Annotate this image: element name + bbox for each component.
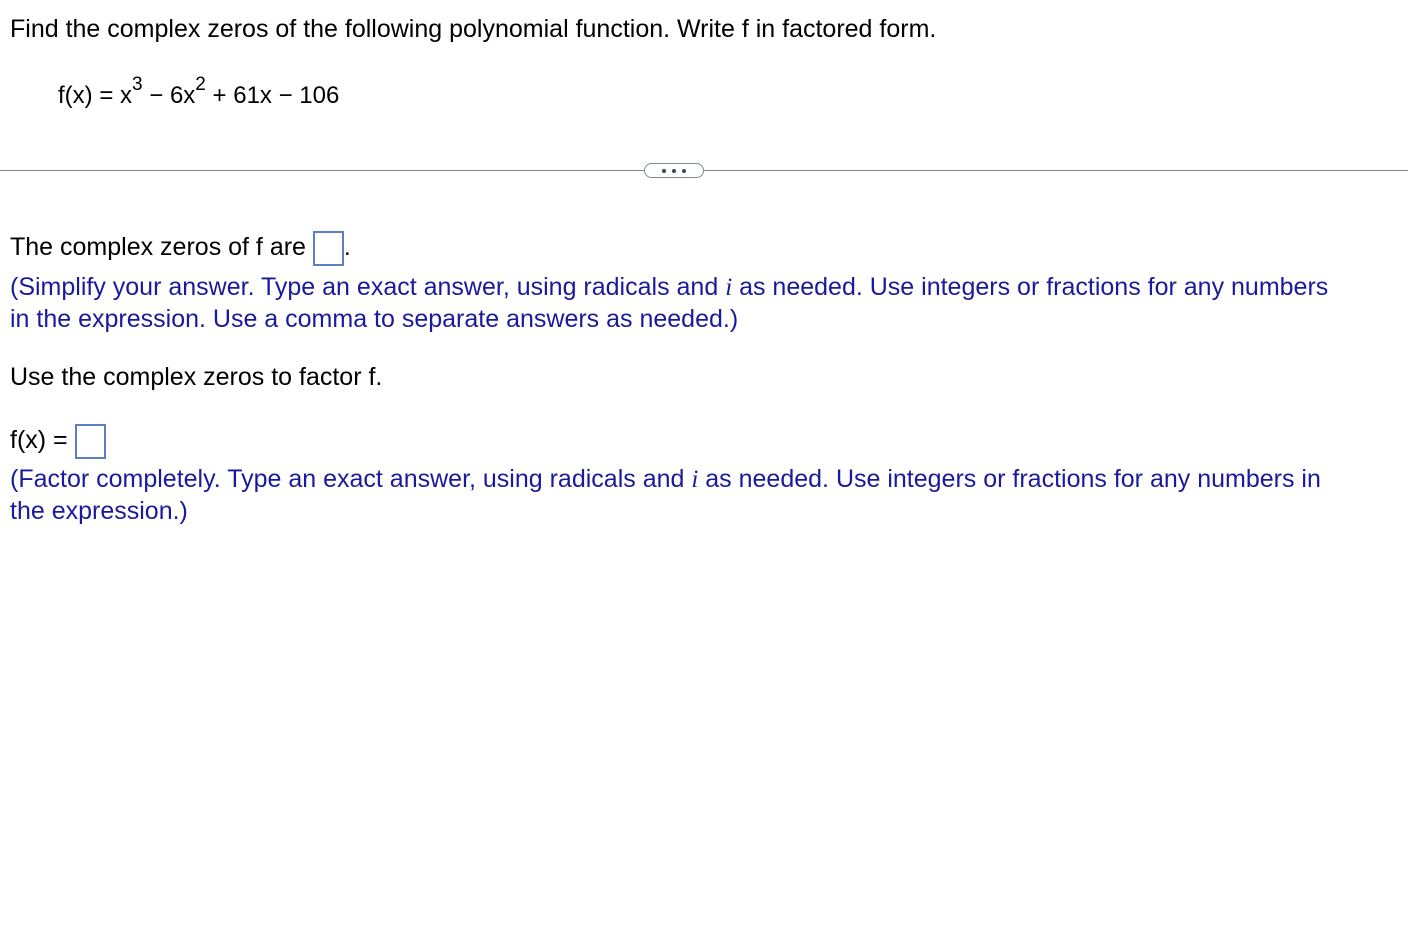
show-more-button[interactable] bbox=[644, 163, 704, 178]
factor-hint-line-1 bbox=[10, 463, 1321, 496]
zeros-question-line bbox=[10, 231, 351, 266]
factor-hint-a: (Factor completely. Type an exact answer, using radicals and bbox=[10, 465, 692, 493]
zeros-hint-line-1 bbox=[10, 271, 1328, 304]
equation-exponent-2: 2 bbox=[195, 74, 206, 95]
section-divider bbox=[0, 170, 1408, 171]
more-dot-icon bbox=[662, 169, 666, 173]
factor-hint-i: i bbox=[691, 466, 699, 493]
zeros-label: The complex zeros of f are bbox=[10, 233, 306, 262]
zeros-hint-a: (Simplify your answer. Type an exact answer, using radicals and bbox=[10, 273, 726, 301]
equation-lhs: f(x) = x bbox=[58, 82, 133, 109]
zeros-hint-line-2: in the expression. Use a comma to separate answers as needed.) bbox=[10, 305, 739, 333]
factor-hint-b: as needed. Use integers or fractions for any numbers in bbox=[698, 465, 1321, 493]
factor-hint-line-2: the expression.) bbox=[10, 497, 188, 525]
zeros-hint-b: as needed. Use integers or fractions for any numbers bbox=[732, 273, 1329, 301]
equation-term-6x: − 6x bbox=[142, 82, 196, 109]
factor-label: f(x) = bbox=[10, 426, 68, 455]
equation-term-61x: + 61x − 106 bbox=[205, 82, 340, 109]
more-dot-icon bbox=[682, 169, 686, 173]
zeros-hint-i: i bbox=[725, 274, 733, 301]
polynomial-equation bbox=[58, 74, 340, 114]
factor-question-line bbox=[10, 424, 106, 459]
more-dot-icon bbox=[672, 169, 676, 173]
equation-exponent-3: 3 bbox=[132, 74, 143, 95]
zeros-period: . bbox=[343, 233, 351, 262]
question-prompt: Find the complex zeros of the following polynomial function. Write f in factored form. bbox=[10, 15, 937, 43]
zeros-answer-input[interactable] bbox=[313, 231, 344, 266]
factor-instruction: Use the complex zeros to factor f. bbox=[10, 363, 383, 391]
factor-answer-input[interactable] bbox=[75, 424, 106, 459]
